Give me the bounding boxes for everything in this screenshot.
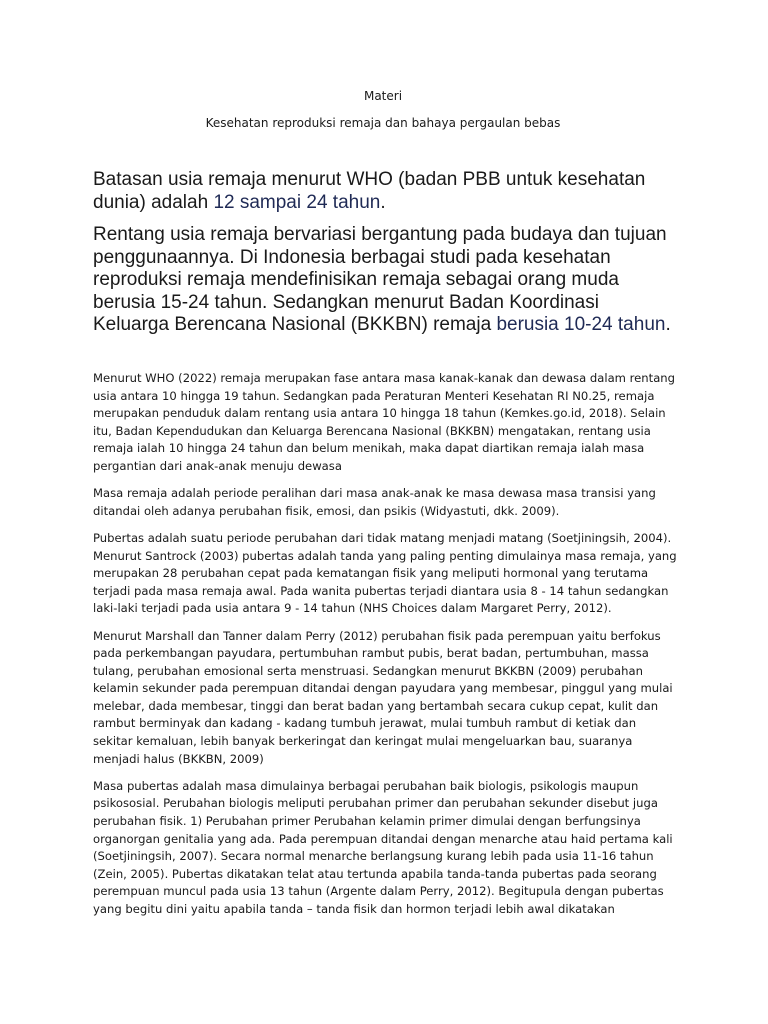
- lead-paragraph-bkkbn-highlight: berusia 10-24 tahun: [496, 314, 666, 336]
- body-paragraph: Masa pubertas adalah masa dimulainya berbagai perubahan baik biologis, psikologis maupun psikososial. Perubahan biologis meliputi perubahan primer dan perubahan sekunder disebut juga perubahan fisik. 1) Perubahan primer Perubahan kelamin primer dimulai dengan berfungsinya organorgan genitalia yang ada. Pada perempuan ditandai dengan menarche atau haid pertama kali (Soetjiningsih, 2007). Secara normal menarche berlangsung kurang lebih pada usia 11-16 tahun (Zein, 2005). Pubertas dikatakan telat atau tertunda apabila tanda-tanda pubertas pada seorang perempuan muncul pada usia 13 tahun (Argente dalam Perry, 2012). Begitupula dengan pubertas yang begitu dini yaitu apabila tanda – tanda fisik dan hormon terjadi lebih awal dikatakan: [93, 778, 673, 916]
- lead-paragraph-who-highlight: 12 sampai 24 tahun: [213, 191, 381, 213]
- lead-paragraph-bkkbn-end: .: [665, 314, 671, 336]
- lead-paragraph-bkkbn: [93, 224, 678, 337]
- body-text: [93, 370, 678, 928]
- body-paragraph: Menurut WHO (2022) remaja merupakan fase antara masa kanak-kanak dan dewasa dalam rentang usia antara 10 hingga 19 tahun. Sedangkan pada Peraturan Menteri Kesehatan RI N0.25, remaja merupakan penduduk dalam rentang usia antara 10 hingga 18 tahun (Kemkes.go.id, 2018). Selain itu, Badan Kependudukan dan Keluarga Berencana Nasional (BKKBN) mengatakan, rentang usia remaja ialah 10 hingga 24 tahun dan belum menikah, maka dapat diartikan remaja ialah masa pergantian dari anak-anak menuju dewasa: [93, 371, 676, 473]
- lead-paragraph-bkkbn-text: Rentang usia remaja bervariasi bergantung pada budaya dan tujuan penggunaannya. Di Indonesia berbagai studi pada kesehatan reproduksi remaja mendefinisikan remaja sebagai orang muda berusia 15-24 tahun. Sedangkan menurut Badan Koordinasi Keluarga Berencana Nasional (BKKBN) remaja: [93, 224, 667, 336]
- lead-paragraph-who: [93, 169, 678, 214]
- body-paragraph: Masa remaja adalah periode peralihan dari masa anak-anak ke masa dewasa masa transisi yang ditandai oleh adanya perubahan fisik, emosi, dan psikis (Widyastuti, dkk. 2009).: [93, 486, 656, 518]
- lead-paragraph-who-end: .: [380, 191, 386, 213]
- document-title: Materi: [363, 89, 403, 103]
- lead-paragraph-who-text: Batasan usia remaja menurut WHO (badan PBB untuk kesehatan dunia) adalah: [93, 169, 646, 213]
- document-subtitle: Kesehatan reproduksi remaja dan bahaya pergaulan bebas: [205, 116, 561, 130]
- body-paragraph: Menurut Marshall dan Tanner dalam Perry (2012) perubahan fisik pada perempuan yaitu berfokus pada perkembangan payudara, pertumbuhan rambut pubis, berat badan, pertumbuhan, massa tulang, perubahan emosional serta menstruasi. Sedangkan menurut BKKBN (2009) perubahan kelamin sekunder pada perempuan ditandai dengan payudara yang membesar, pinggul yang mulai melebar, dada membesar, tinggi dan berat badan yang bertambah secara cukup cepat, kulit dan rambut berminyak dan kadang - kadang tumbuh jerawat, mulai tumbuh rambut di ketiak dan sekitar kemaluan, lebih banyak berkeringat dan keringat mulai mengeluarkan bau, suaranya menjadi halus (BKKBN, 2009): [93, 628, 673, 766]
- body-paragraph: Pubertas adalah suatu periode perubahan dari tidak matang menjadi matang (Soetjiningsih, 2004). Menurut Santrock (2003) pubertas adalah tanda yang paling penting dimulainya masa remaja, yang merupakan 28 perubahan cepat pada kematangan fisik yang meliputi hormonal yang terutama terjadi pada masa remaja awal. Pada wanita pubertas terjadi diantara usia 8 - 14 tahun sedangkan laki-laki terjadi pada usia antara 9 - 14 tahun (NHS Choices dalam Margaret Perry, 2012).: [93, 530, 677, 616]
